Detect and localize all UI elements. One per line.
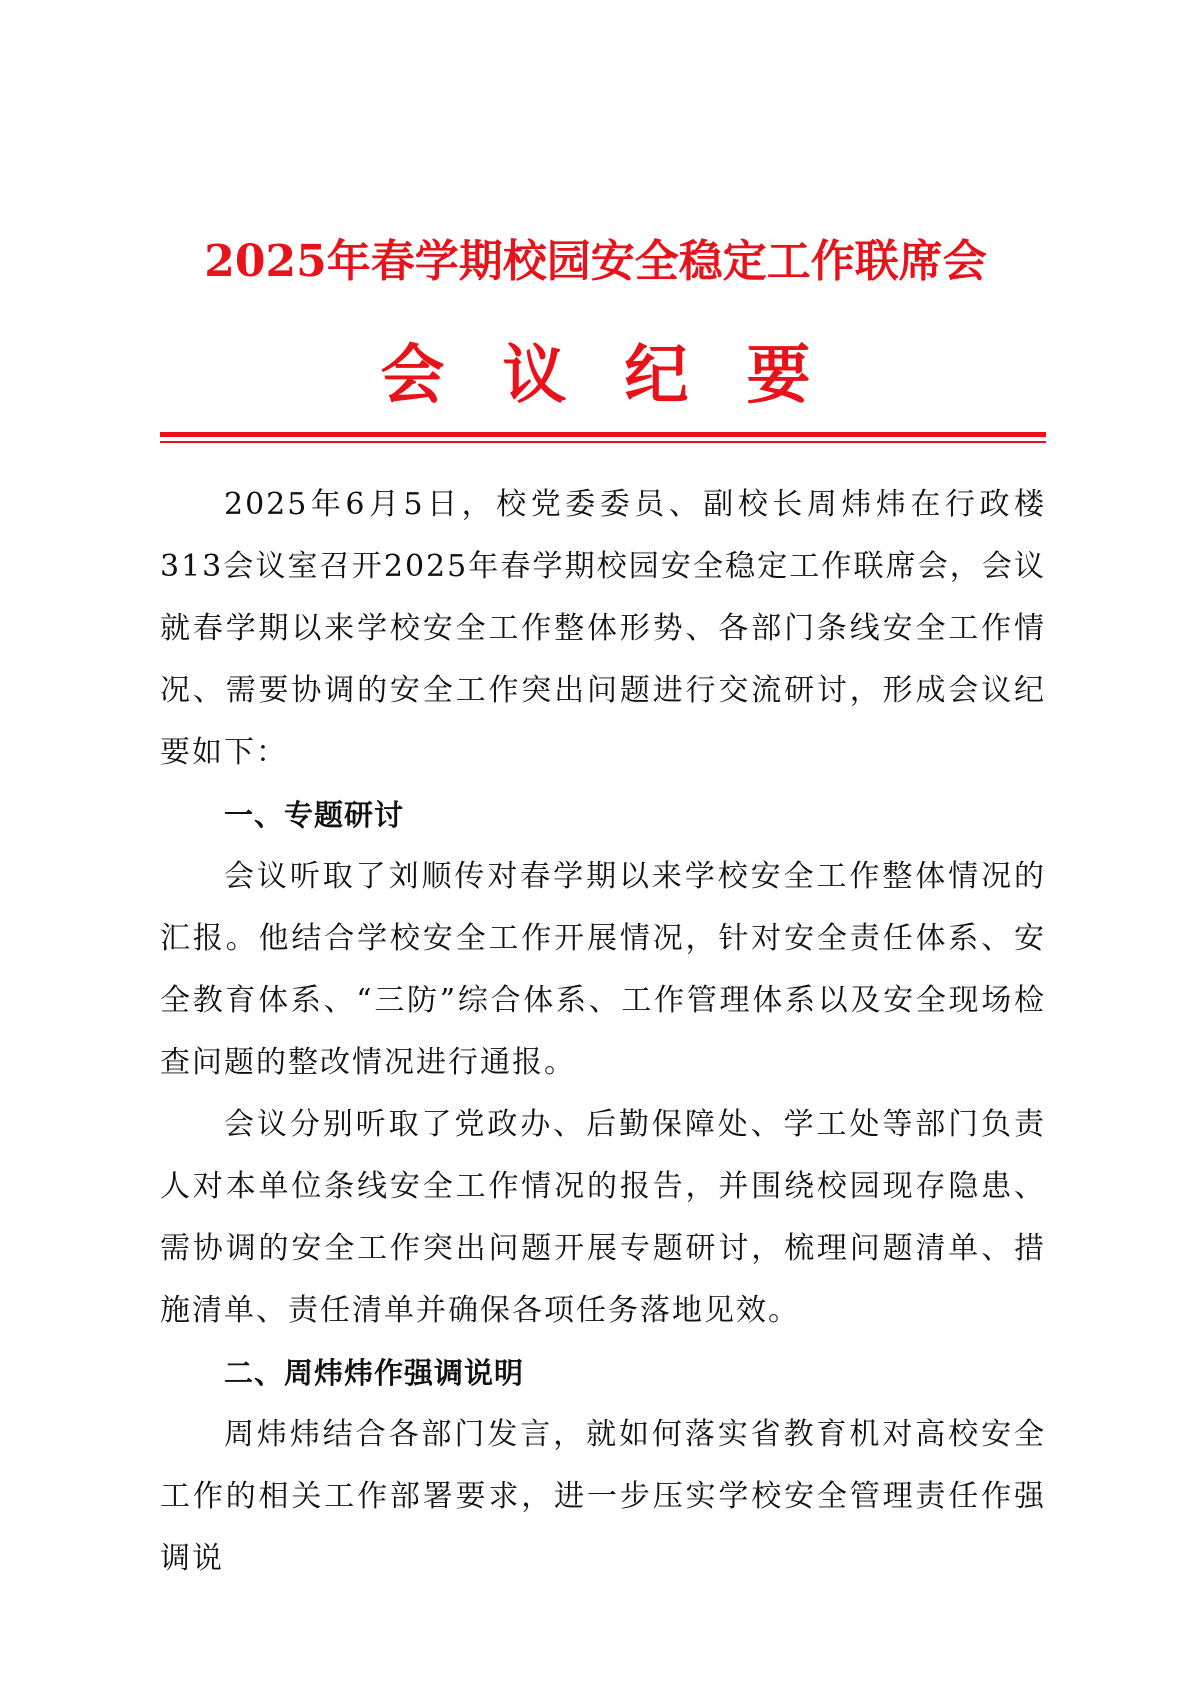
document-subtitle: 会议纪要 (380, 338, 869, 413)
section-heading-2: 二、周炜炜作强调说明 (224, 1356, 525, 1390)
intro-paragraph: 2025年6月5日，校党委委员、副校长周炜炜在行政楼313会议室召开2025年春学期校园安全稳定工作联席会，会议就春学期以来学校安全工作整体形势、各部门条线安全工作情况、需要协调的安全工作突出问题进行交流研讨，形成会议纪要如下： (160, 487, 1046, 770)
header-rule-thin (160, 441, 1046, 443)
section1-paragraph-2: 会议分别听取了党政办、后勤保障处、学工处等部门负责人对本单位条线安全工作情况的报告，并围绕校园现存隐患、需协调的安全工作突出问题开展专题研讨，梳理问题清单、措施清单、责任清单并确保各项任务落地见效。 (160, 1107, 1046, 1328)
document-body (160, 474, 1046, 1590)
page-bottom-margin (0, 1500, 1191, 1684)
document-title: 2025年春学期校园安全稳定工作联席会 (204, 236, 987, 287)
section1-paragraph-1: 会议听取了刘顺传对春学期以来学校安全工作整体情况的汇报。他结合学校安全工作开展情况，针对安全责任体系、安全教育体系、“三防”综合体系、工作管理体系以及安全现场检查问题的整改情况进行通报。 (160, 859, 1046, 1080)
section-heading-1: 一、专题研讨 (224, 798, 405, 832)
header-rule-thick (160, 432, 1046, 437)
section2-paragraph-1: 周炜炜结合各部门发言，就如何落实省教育机对高校安全工作的相关工作部署要求，进一步压实学校安全管理责任作强调说 (160, 1417, 1046, 1576)
